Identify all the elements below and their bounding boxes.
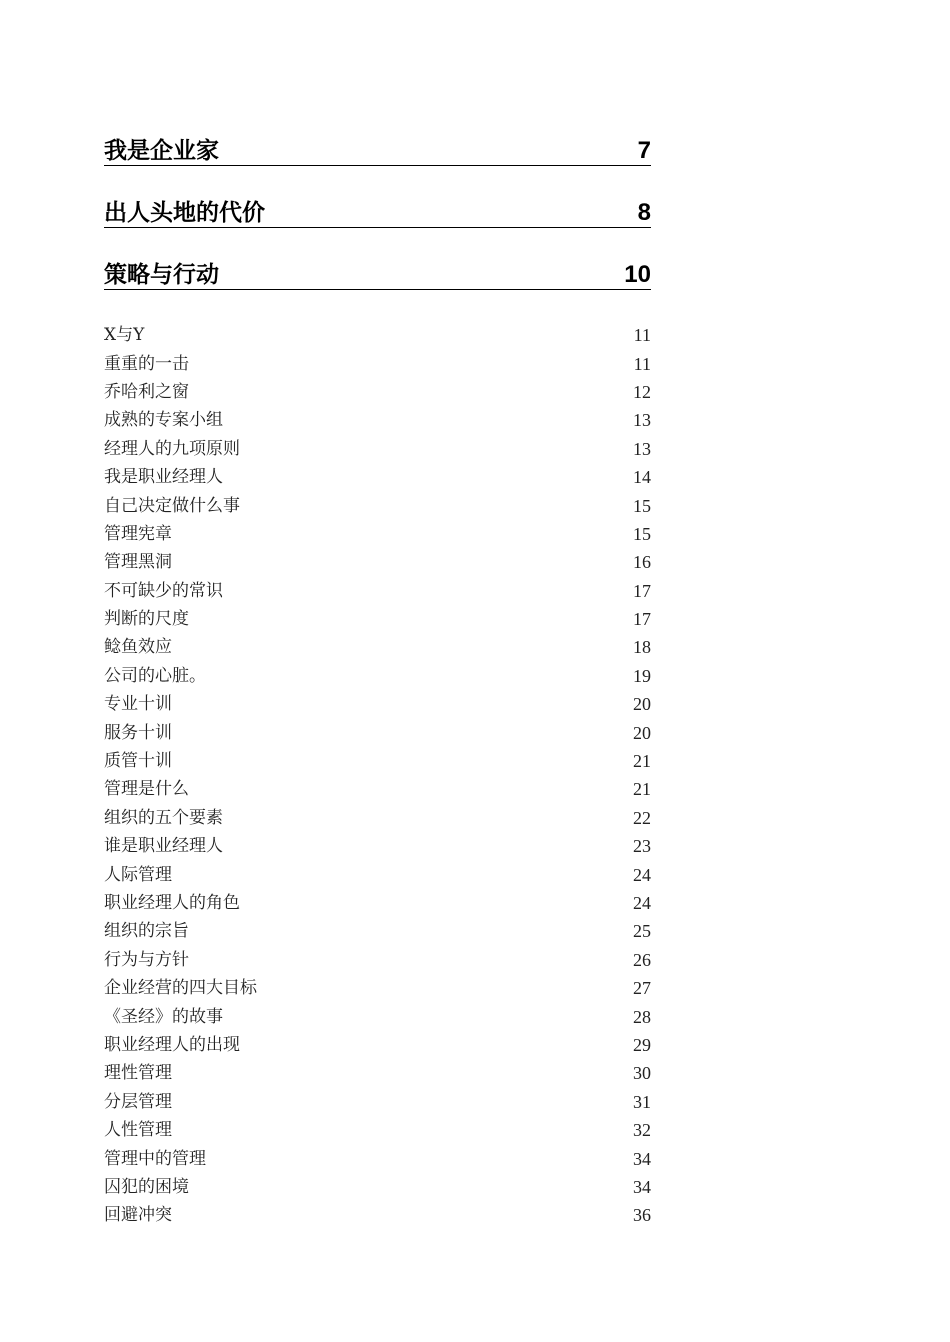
toc-section-entry[interactable] (104, 406, 651, 434)
section-title: 职业经理人的角色 (104, 893, 240, 913)
toc-section-entry[interactable] (104, 917, 651, 945)
section-page-number: 31 (633, 1091, 651, 1112)
section-title: 管理黑洞 (104, 552, 172, 573)
chapter-page-number: 8 (637, 199, 651, 226)
section-title: X与Y (104, 325, 145, 346)
section-page-number: 22 (633, 807, 651, 828)
section-page-number: 27 (633, 978, 651, 999)
toc-section-entry[interactable] (104, 349, 651, 377)
section-title: 管理宪章 (104, 523, 172, 544)
toc-chapter-entry[interactable] (104, 259, 651, 290)
section-page-number: 34 (633, 1176, 651, 1197)
section-title: 管理中的管理 (104, 1148, 206, 1169)
section-page-number: 16 (633, 552, 651, 573)
section-title: 囚犯的困境 (104, 1176, 189, 1197)
toc-section-entry[interactable] (104, 946, 651, 974)
section-page-number: 13 (633, 438, 651, 459)
section-page-number: 34 (633, 1148, 651, 1169)
toc-section-entry[interactable] (104, 548, 651, 576)
chapter-page-number: 7 (637, 137, 651, 164)
section-title: 自己决定做什么事 (104, 495, 240, 516)
section-page-number: 20 (633, 722, 651, 743)
toc-section-entry[interactable] (104, 1031, 651, 1059)
section-title: 分层管理 (104, 1091, 172, 1112)
section-title: 组织的宗旨 (104, 921, 189, 942)
section-page-number: 19 (633, 665, 651, 686)
toc-section-entry[interactable] (104, 690, 651, 718)
section-page-number: 21 (633, 751, 651, 772)
section-title: 人性管理 (104, 1120, 172, 1141)
toc-section-entry[interactable] (104, 605, 651, 633)
section-title: 人际管理 (104, 864, 172, 885)
chapter-title: 出人头地的代价 (104, 200, 265, 226)
toc-section-entry[interactable] (104, 662, 651, 690)
section-title: 《圣经》的故事 (104, 1006, 223, 1027)
toc-section-entry[interactable] (104, 491, 651, 519)
toc-section-entry[interactable] (104, 1002, 651, 1030)
toc-section-entry[interactable] (104, 1144, 651, 1172)
chapter-title: 策略与行动 (104, 262, 219, 288)
toc-section-entry[interactable] (104, 974, 651, 1002)
section-title: 服务十训 (104, 722, 172, 743)
section-title: 重重的一击 (104, 353, 189, 374)
section-list (104, 321, 651, 1230)
toc-section-entry[interactable] (104, 747, 651, 775)
section-title: 管理是什么 (104, 779, 189, 800)
toc-section-entry[interactable] (104, 435, 651, 463)
toc-section-entry[interactable] (104, 1088, 651, 1116)
toc-section-entry[interactable] (104, 889, 651, 917)
section-title: 鲶鱼效应 (104, 637, 172, 658)
section-page-number: 20 (633, 694, 651, 715)
section-page-number: 21 (633, 779, 651, 800)
section-page-number: 17 (633, 609, 651, 630)
section-title: 成熟的专案小组 (104, 410, 223, 431)
chapter-page-number: 10 (624, 261, 651, 288)
toc-section-entry[interactable] (104, 1116, 651, 1144)
section-title: 组织的五个要素 (104, 807, 223, 828)
toc-section-entry[interactable] (104, 463, 651, 491)
toc-section-entry[interactable] (104, 633, 651, 661)
section-title: 理性管理 (104, 1063, 172, 1084)
toc-chapter-entry[interactable] (104, 197, 651, 228)
section-page-number: 15 (633, 495, 651, 516)
section-title: 谁是职业经理人 (104, 836, 223, 857)
toc-section-entry[interactable] (104, 1059, 651, 1087)
section-title: 质管十训 (104, 751, 172, 772)
table-of-contents (104, 135, 651, 1230)
chapter-title: 我是企业家 (104, 138, 219, 164)
section-page-number: 29 (633, 1034, 651, 1055)
section-page-number: 11 (633, 325, 651, 346)
section-page-number: 15 (633, 523, 651, 544)
toc-section-entry[interactable] (104, 321, 651, 349)
section-title: 职业经理人的出现 (104, 1034, 240, 1055)
toc-chapter-entry[interactable] (104, 135, 651, 166)
toc-section-entry[interactable] (104, 1201, 651, 1229)
toc-section-entry[interactable] (104, 860, 651, 888)
toc-section-entry[interactable] (104, 832, 651, 860)
section-page-number: 11 (633, 353, 651, 374)
section-page-number: 12 (633, 381, 651, 402)
section-page-number: 23 (633, 836, 651, 857)
section-page-number: 18 (633, 637, 651, 658)
section-title: 判断的尺度 (104, 609, 189, 630)
toc-section-entry[interactable] (104, 804, 651, 832)
toc-section-entry[interactable] (104, 718, 651, 746)
section-page-number: 24 (633, 864, 651, 885)
section-title: 专业十训 (104, 694, 172, 715)
section-page-number: 24 (633, 893, 651, 913)
section-title: 公司的心脏。 (104, 665, 206, 686)
section-page-number: 36 (633, 1205, 651, 1226)
toc-section-entry[interactable] (104, 1173, 651, 1201)
section-page-number: 17 (633, 580, 651, 601)
toc-section-entry[interactable] (104, 378, 651, 406)
section-page-number: 30 (633, 1063, 651, 1084)
section-title: 不可缺少的常识 (104, 580, 223, 601)
section-title: 行为与方针 (104, 949, 189, 970)
chapter-list (104, 135, 651, 290)
toc-section-entry[interactable] (104, 775, 651, 803)
section-page-number: 28 (633, 1006, 651, 1027)
section-page-number: 32 (633, 1120, 651, 1141)
section-page-number: 26 (633, 949, 651, 970)
section-title: 经理人的九项原则 (104, 438, 240, 459)
toc-section-entry[interactable] (104, 577, 651, 605)
toc-section-entry[interactable] (104, 520, 651, 548)
section-page-number: 13 (633, 410, 651, 431)
section-page-number: 14 (633, 467, 651, 488)
section-title: 我是职业经理人 (104, 467, 223, 488)
section-title: 企业经营的四大目标 (104, 978, 257, 999)
section-title: 乔哈利之窗 (104, 381, 189, 402)
section-title: 回避冲突 (104, 1205, 172, 1226)
section-page-number: 25 (633, 921, 651, 942)
